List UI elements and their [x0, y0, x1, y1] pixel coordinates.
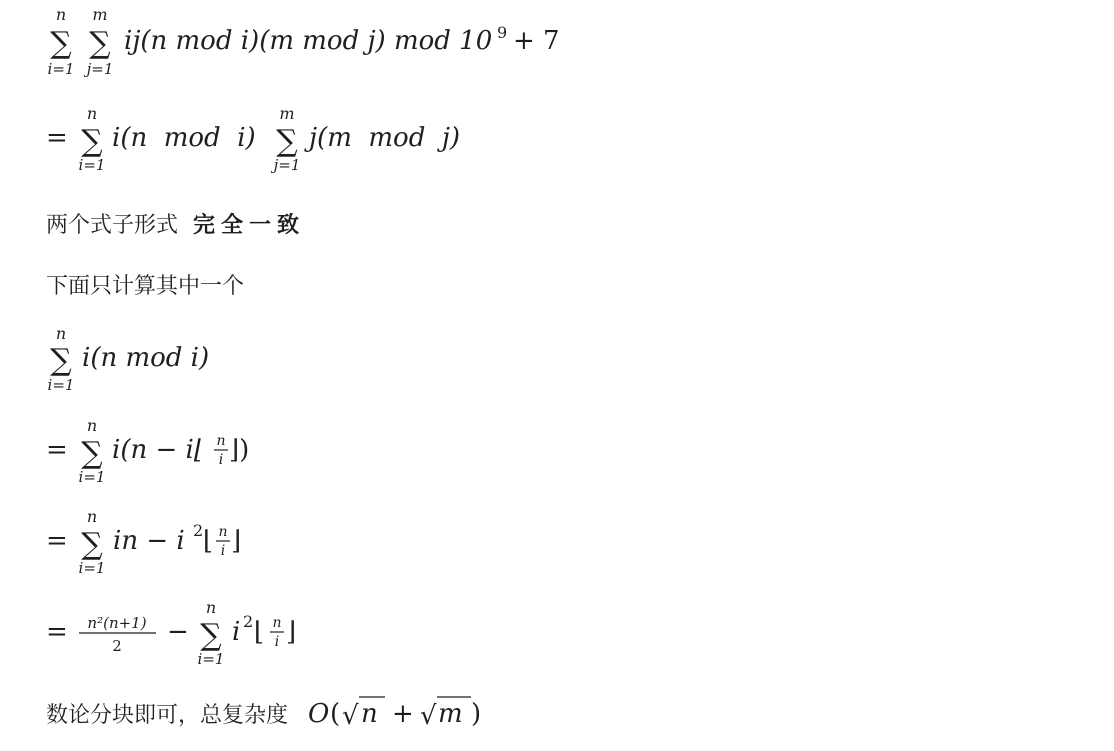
text3-plain: 数论分块即可，总复杂度: [46, 703, 289, 728]
sum2-lower: j=1: [273, 156, 301, 174]
sum2-lower: j=1: [86, 60, 114, 78]
floor-close: ⌋: [286, 617, 297, 647]
sum1-symbol: ∑: [50, 26, 72, 61]
line6-exponent: 2: [243, 612, 254, 631]
sum-lower: i=1: [47, 376, 75, 394]
sqrt-symbol-2: √: [420, 701, 437, 731]
formula-line-4: [46, 416, 249, 486]
floor-close: ⌋: [231, 526, 242, 556]
text1-plain: 两个式子形式: [46, 213, 179, 238]
line4-body: i(n − i⌊: [112, 435, 204, 465]
floor-open: ⌊: [254, 617, 265, 647]
sum-symbol: ∑: [81, 527, 103, 562]
sum-lower: i=1: [197, 650, 225, 668]
text-line-3: [46, 697, 481, 731]
line6-body: i: [232, 617, 241, 647]
sum-symbol: ∑: [50, 343, 72, 378]
sum2-upper: m: [92, 5, 108, 24]
sum1-lower: i=1: [47, 60, 75, 78]
equals-sign: =: [46, 526, 68, 556]
frac-denominator-2: i: [274, 634, 280, 650]
frac-denominator: i: [220, 543, 226, 559]
big-o: O: [308, 699, 330, 729]
line2-body2: j(m mod j): [309, 123, 461, 153]
paren-close: ): [471, 699, 482, 729]
formula-line-3: [48, 324, 210, 394]
sum2-upper: m: [279, 104, 295, 123]
sum1-symbol: ∑: [81, 124, 103, 159]
plus-sign: +: [392, 699, 414, 729]
sum-upper: n: [205, 598, 217, 617]
sum-lower: i=1: [78, 559, 106, 577]
frac-numerator: n: [216, 433, 226, 449]
paren-open: (: [330, 699, 341, 729]
sum1-lower: i=1: [78, 156, 106, 174]
formula-line-2: [46, 104, 460, 174]
equals-sign: =: [46, 617, 68, 647]
frac-numerator: n²(n+1): [87, 614, 147, 632]
formula-line-5: [46, 507, 241, 577]
sum-upper: n: [86, 507, 98, 526]
sum1-upper: n: [86, 104, 98, 123]
text-line-1: [46, 212, 305, 238]
line5-body: in − i: [113, 526, 185, 556]
line1-exponent: 9: [497, 23, 508, 42]
frac-numerator-2: n: [272, 615, 282, 631]
sum-symbol: ∑: [81, 436, 103, 471]
line3-body: i(n mod i): [82, 343, 210, 373]
formula-line-6: [46, 598, 296, 668]
equals-sign: =: [46, 435, 68, 465]
sum1-upper: n: [55, 5, 67, 24]
sqrt-radicand-2: m: [438, 699, 463, 729]
floor-open: ⌊: [203, 526, 214, 556]
sum2-symbol: ∑: [276, 124, 298, 159]
sum-symbol: ∑: [200, 618, 222, 653]
sqrt-symbol-1: √: [342, 701, 359, 731]
frac-denominator: 2: [112, 637, 122, 655]
sum-upper: n: [55, 324, 67, 343]
line1-body: ij(n mod i)(m mod j) mod 10: [124, 26, 493, 56]
frac-denominator: i: [218, 452, 224, 468]
line5-exponent: 2: [193, 521, 204, 540]
text-line-2: 下面只计算其中一个: [46, 274, 245, 299]
sum-upper: n: [86, 416, 98, 435]
sqrt-radicand-1: n: [361, 699, 378, 729]
text1-bold: 完全一致: [193, 213, 306, 238]
sum-lower: i=1: [78, 468, 106, 486]
sum2-symbol: ∑: [89, 26, 111, 61]
equals-sign: =: [46, 123, 68, 153]
frac-numerator: n: [218, 524, 228, 540]
formula-line-1: [48, 5, 560, 78]
minus-sign: −: [167, 617, 189, 647]
line2-body1: i(n mod i): [112, 123, 256, 153]
line4-close: ⌋): [229, 435, 250, 465]
line1-tail: + 7: [513, 26, 560, 56]
